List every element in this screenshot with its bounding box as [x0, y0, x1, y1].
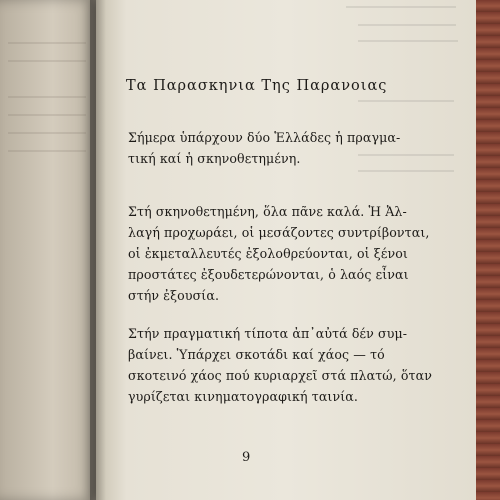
- paragraph-line: Στήν πραγματική τίποτα ἀπ᾽αὐτά δέν συμ-: [128, 326, 408, 341]
- paragraph-line: οἱ ἐκμεταλλευτές ἐξολοθρεύονται, οἱ ξένοι: [128, 246, 408, 261]
- paragraph-line: γυρίζεται κινηματογραφική ταινία.: [128, 389, 358, 404]
- spine-shadow: [90, 0, 106, 500]
- left-page-ghost-line: [8, 150, 86, 152]
- left-page-ghost-line: [8, 60, 86, 62]
- left-page: [0, 0, 96, 500]
- left-page-ghost-line: [8, 132, 86, 134]
- show-through-line: [358, 24, 456, 26]
- chapter-title: Τα Παρασκηνια Της Παρανοιας: [126, 78, 388, 94]
- paragraph-3: [128, 323, 432, 407]
- paragraph-2: [128, 201, 430, 306]
- paragraph-line: σκοτεινό χάος πού κυριαρχεῖ στά πλατώ, ὅταν: [128, 368, 432, 383]
- paragraph-line: Στή σκηνοθετημένη, ὅλα πᾶνε καλά. Ἡ Ἀλ-: [128, 204, 407, 219]
- page-number: 9: [242, 450, 251, 465]
- show-through-line: [358, 170, 454, 172]
- paragraph-line: στήν ἐξουσία.: [128, 288, 220, 303]
- left-page-ghost-line: [8, 96, 86, 98]
- show-through-line: [358, 40, 458, 42]
- paragraph-1: [128, 127, 400, 169]
- paragraph-line: τική καί ἡ σκηνοθετημένη.: [128, 151, 301, 166]
- paragraph-line: Σήμερα ὑπάρχουν δύο Ἑλλάδες ἡ πραγμα-: [128, 130, 401, 145]
- paragraph-line: βαίνει. Ὑπάρχει σκοτάδι καί χάος — τό: [128, 347, 385, 362]
- paragraph-line: προστάτες ἐξουδετερώνονται, ὁ λαός εἶναι: [128, 267, 409, 282]
- paragraph-line: λαγή προχωράει, οἱ μεσάζοντες συντρίβονται,: [128, 225, 430, 240]
- left-page-ghost-line: [8, 114, 86, 116]
- rug-edge: [476, 0, 500, 500]
- show-through-line: [358, 100, 454, 102]
- show-through-line: [346, 6, 456, 8]
- left-page-ghost-line: [8, 42, 86, 44]
